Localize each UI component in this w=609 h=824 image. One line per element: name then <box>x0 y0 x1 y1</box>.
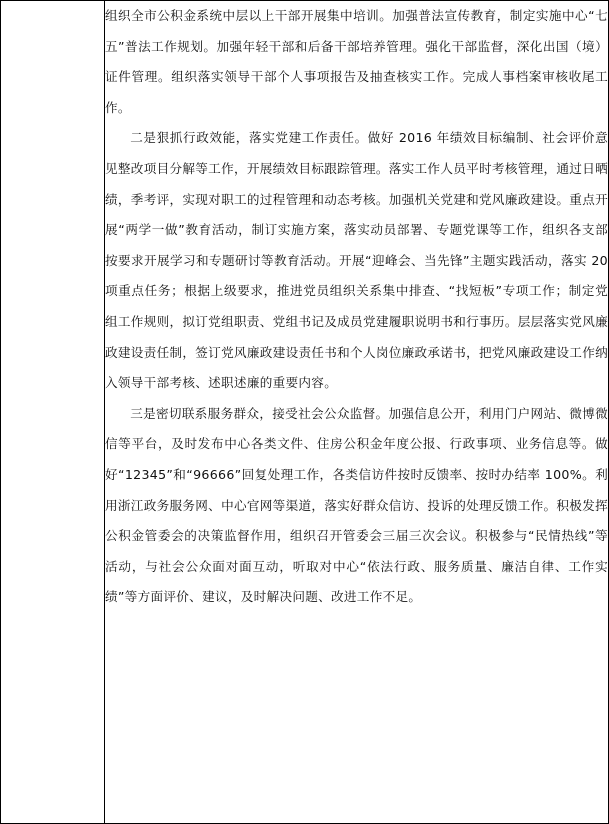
paragraph-public-service: 三是密切联系服务群众，接受社会公众监督。加强信息公开，利用门户网站、微博微信等平台，及时发布中心各类文件、住房公积金年度公报、行政事项、业务信息等。做好“12345”和“96666”回复处理工作，各类信访件按时反馈率、按时办结率 100%。利用浙江政务服务网、中心官网等渠道，落实好群众信访、投诉的处理反馈工作。积极发挥公积金管委会的决策监督作用，组织召开管委会三届三次会议。积极参与“民情热线”等活动，与社会公众面对面互动，听取对中心“依法行政、服务质量、廉洁自律、工作实绩”等方面评价、建议，及时解决问题、改进工作不足。 <box>105 405 608 605</box>
paragraph-administrative-efficiency: 二是狠抓行政效能，落实党建工作责任。做好 2016 年绩效目标编制、社会评价意见整改项目分解等工作，开展绩效目标跟踪管理。落实工作人员平时考核管理，通过日晒绩，季考评，实现对职工的过程管理和动态考核。加强机关党建和党风廉政建设。重点开展“两学一做”教育活动，制订实施方案，落实动员部署、专题党课等工作，组织各支部按要求开展学习和专题研讨等教育活动。开展“迎峰会、当先锋”主题实践活动，落实 20 项重点任务；根据上级要求，推进党员组织关系集中排查、“找短板”专项工作；制定党组工作规则，拟订党组职责、党组书记及成员党建履职说明书和行事历。层层落实党风廉政建设责任制，签订党风廉政建设责任书和个人岗位廉政承诺书，把党风廉政建设工作纳入领导干部考核、述职述廉的重要内容。 <box>105 130 608 391</box>
paragraph-personnel-management: 组织全市公积金系统中层以上干部开展集中培训。加强普法宣传教育，制定实施中心“七五”普法工作规划。加强年轻干部和后备干部培养管理。强化干部监督，深化出国（境）证件管理。组织落实领导干部个人事项报告及抽查核实工作。完成人事档案审核收尾工作。 <box>105 8 608 115</box>
content-cell <box>105 1 609 824</box>
table-row <box>1 1 609 824</box>
label-cell <box>1 1 105 824</box>
